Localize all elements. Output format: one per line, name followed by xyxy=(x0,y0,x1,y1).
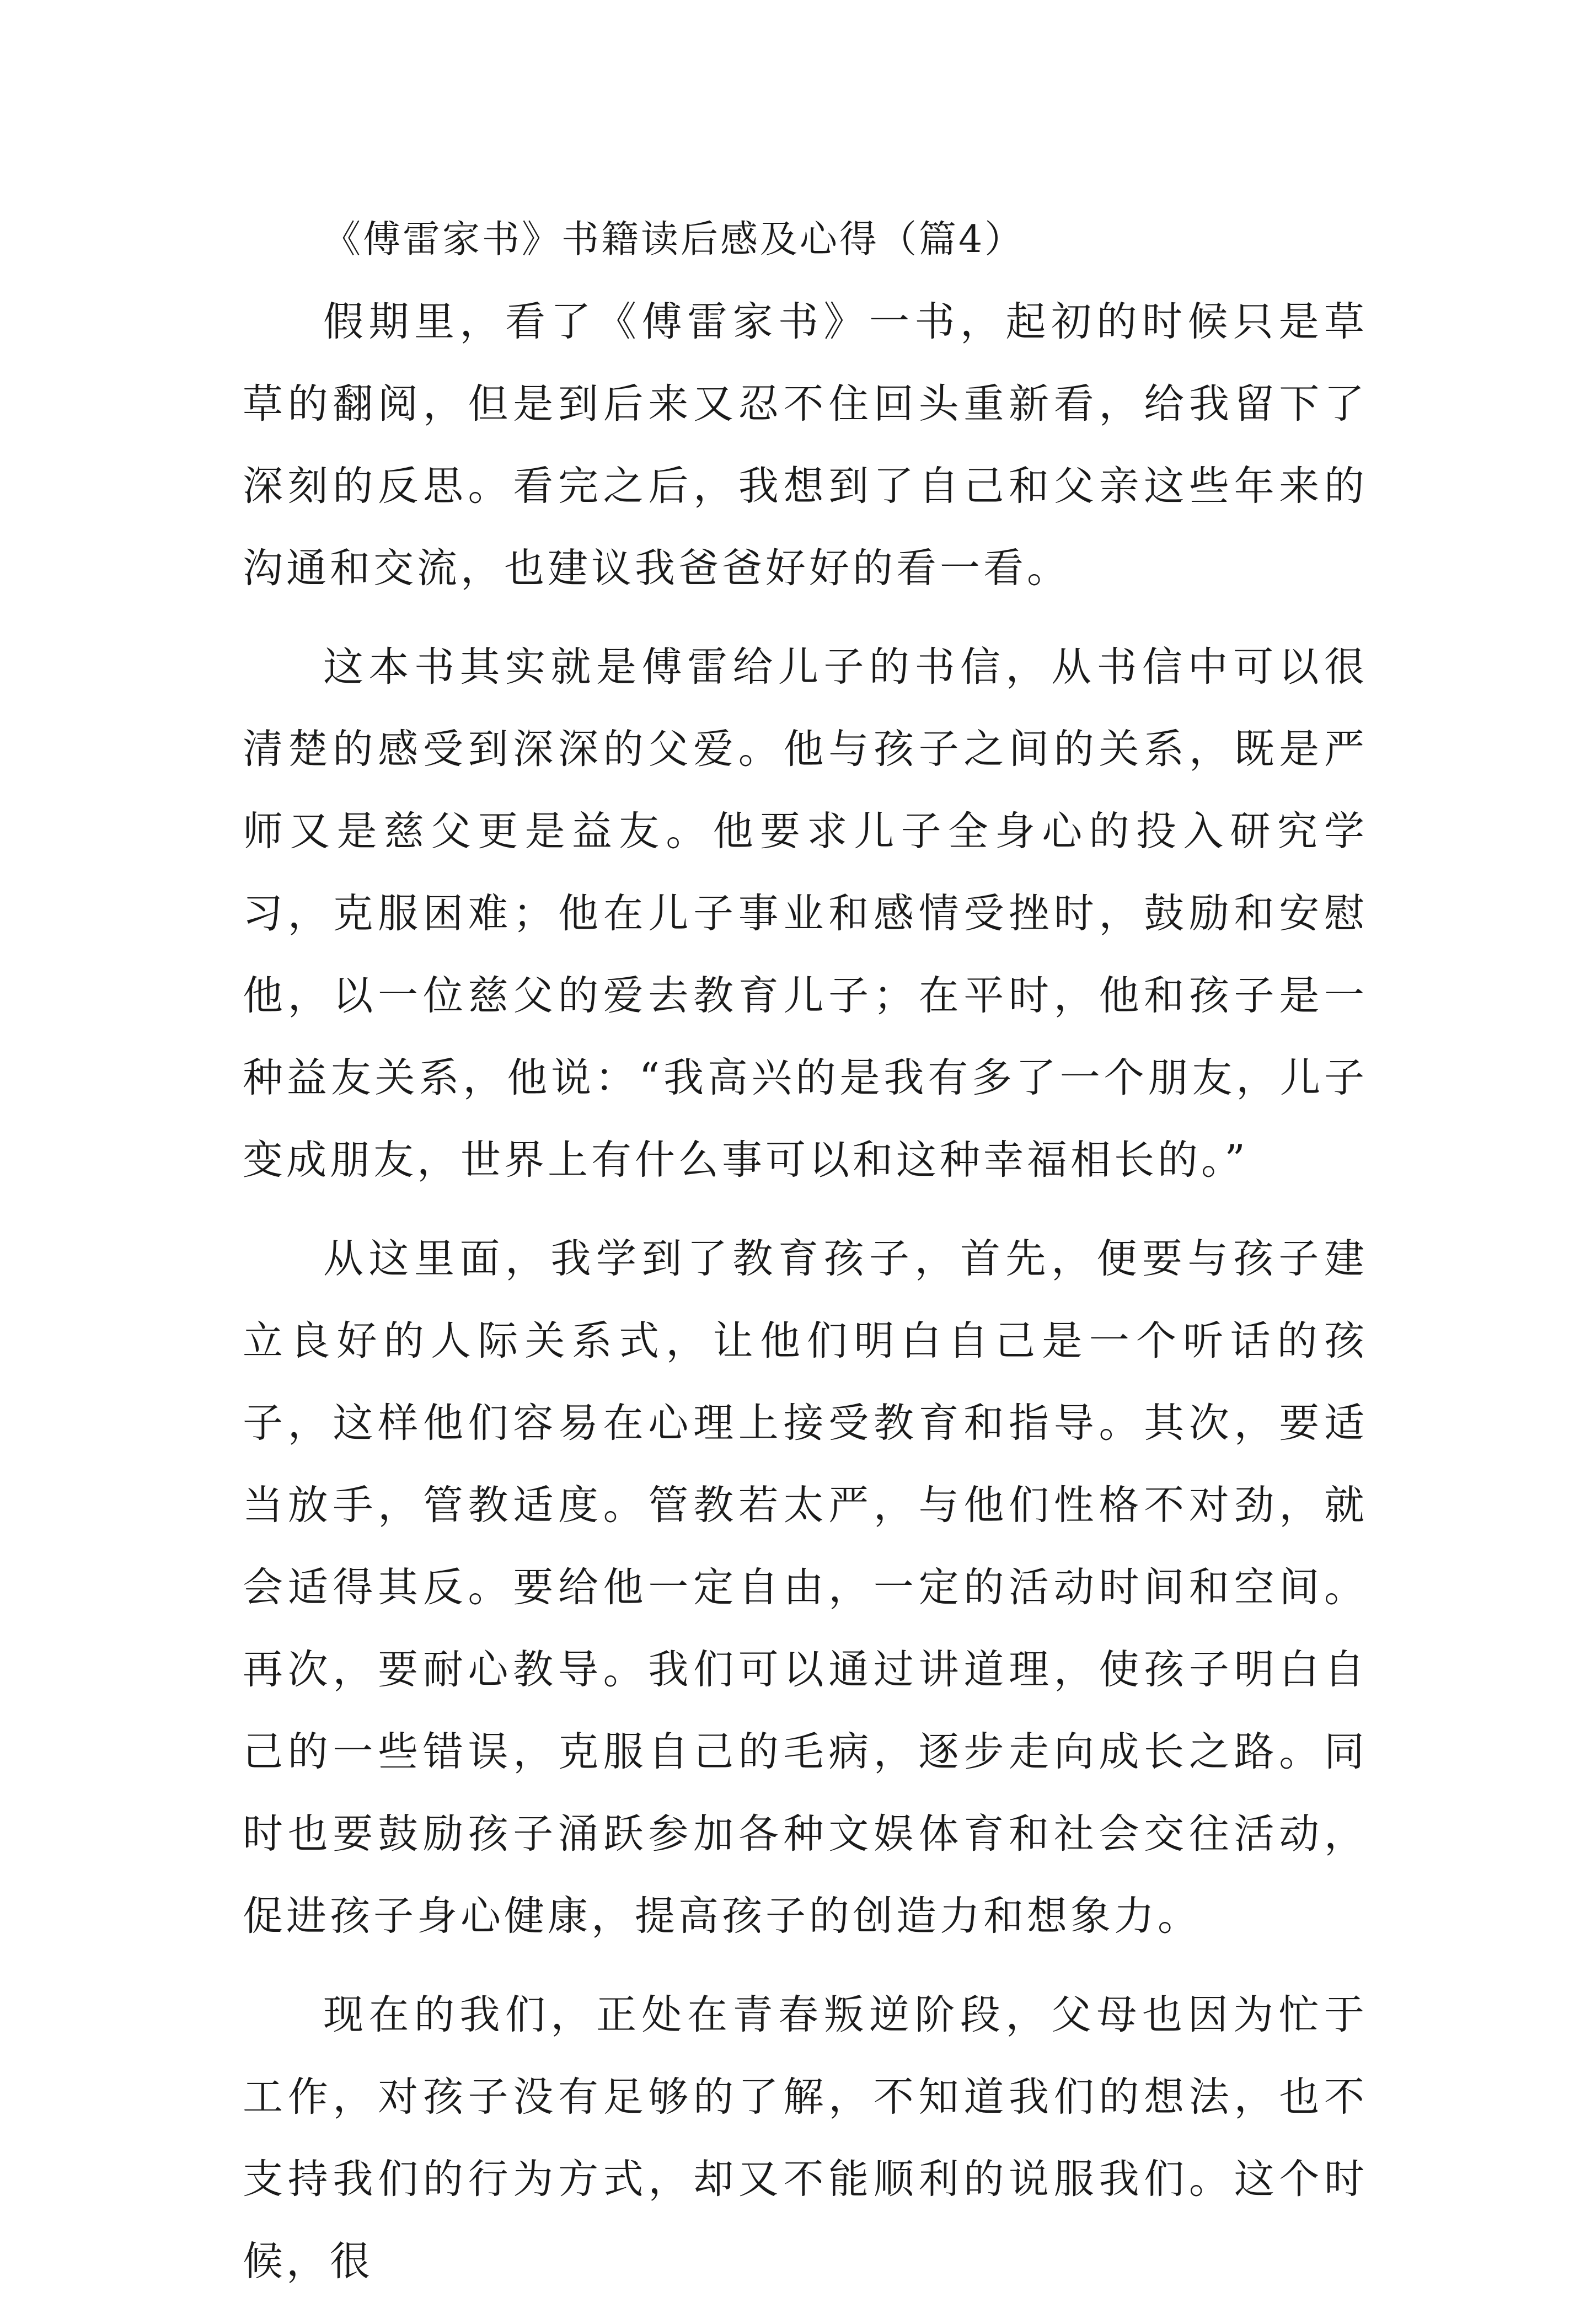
paragraph-4: 现在的我们，正处在青春叛逆阶段，父母也因为忙于工作，对孩子没有足够的了解，不知道我们的想法，也不支持我们的行为方式，却又不能顺利的说服我们。这个时候，很 xyxy=(243,1991,1368,2285)
paragraph-2: 这本书其实就是傅雷给儿子的书信，从书信中可以很清楚的感受到深深的父爱。他与孩子之间的关系，既是严师又是慈父更是益友。他要求儿子全身心的投入研究学习，克服困难；他在儿子事业和感情受挫时，鼓励和安慰他，以一位慈父的爱去教育儿子；在平时，他和孩子是一种益友关系，他说：“我高兴的是我有多了一个朋友，儿子变成朋友，世界上有什么事可以和这种幸福相长的。” xyxy=(243,644,1368,1183)
document-title: 《傅雷家书》书籍读后感及心得（篇4） xyxy=(323,218,1025,261)
document-body xyxy=(243,199,1368,2319)
paragraph-1: 假期里，看了《傅雷家书》一书，起初的时候只是草草的翻阅，但是到后来又忍不住回头重新看，给我留下了深刻的反思。看完之后，我想到了自己和父亲这些年来的沟通和交流，也建议我爸爸好好的看一看。 xyxy=(243,298,1368,592)
paragraph-3: 从这里面，我学到了教育孩子，首先，便要与孩子建立良好的人际关系式，让他们明白自己是一个听话的孩子，这样他们容易在心理上接受教育和指导。其次，要适当放手，管教适度。管教若太严，与他们性格不对劲，就会适得其反。要给他一定自由，一定的活动时间和空间。再次，要耐心教导。我们可以通过讲道理，使孩子明白自己的一些错误，克服自己的毛病，逐步走向成长之路。同时也要鼓励孩子涌跃参加各种文娱体育和社会交往活动，促进孩子身心健康，提高孩子的创造力和想象力。 xyxy=(243,1235,1368,1940)
